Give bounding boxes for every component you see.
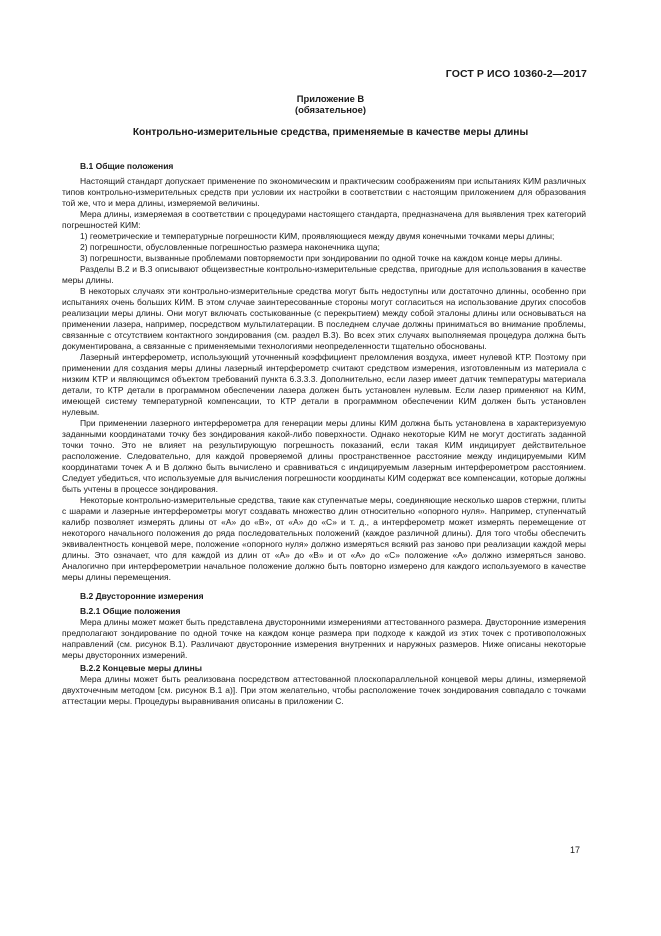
subsection-heading-b22: В.2.2 Концевые меры длины — [80, 663, 202, 673]
subsection-heading-b21: В.2.1 Общие положения — [80, 606, 181, 616]
document-identifier: ГОСТ Р ИСО 10360-2—2017 — [445, 68, 587, 80]
list-item: 1) геометрические и температурные погрешности КИМ, проявляющиеся между двумя конечными точками меры длины; — [80, 231, 555, 241]
paragraph: При применении лазерного интерферометра для генерации меры длины КИМ должна быть установлена в характеризуемую заданными координатами точку без зондирования какой-либо поверхности. Однако некоторые КИМ не могут достигать заданной точки точно. Это не влияет на результирующую погрешность показаний, если такая КИМ индицирует действительное расположение. Следовательно, для каждой проверяемой длины пространственное расстояние между индицируемыми КИМ координатами точек А и В должно быть вычислено и сравниваться с индицируемым лазерным интерферометром расстоянием. Следует убедиться, что используемые для вычисления погрешности координаты КИМ содержат все компенсации, которые должны быть учтены в процессе зондирования. — [62, 418, 586, 494]
annex-title-block — [0, 93, 661, 115]
annex-heading: Контрольно-измерительные средства, применяемые в качестве меры длины — [132, 127, 529, 138]
page-number: 17 — [569, 845, 580, 855]
paragraph: Мера длины может быть реализована посредством аттестованной плоскопараллельной концевой меры длины, измеряемой двухточечным методом [см. рисунок В.1 а)]. При этом желательно, чтобы расположение точек зондирования совпадало с точками аттестации меры. Процедуры выравнивания описаны в приложении С. — [62, 674, 586, 706]
annex-status: (обязательное) — [295, 104, 366, 115]
paragraph: Лазерный интерферометр, использующий уточненный коэффициент преломления воздуха, имеет нулевой КТР. Поэтому при применении для создания меры длины лазерный интерферометр считают средством измерения, изготовленным из материала с низким КТР и являющимся объектом требований пункта 6.3.3.3. Дополнительно, если лазер имеет датчик температуры материала детали, то КТР детали в программном обеспечении лазера должен быть установлен нулевым. Если лазер применяют на КИМ, имеющей систему температурной компенсации, то КТР детали в программном обеспечении КИМ должен быть установлен нулевым. — [62, 352, 586, 417]
list-item: 2) погрешности, обусловленные погрешностью размера наконечника щупа; — [80, 242, 380, 252]
paragraph: Мера длины может может быть представлена двусторонними измерениями аттестованного размера. Двусторонние измерения предполагают зондирование по одной точке на каждом конце размера при подходе к каждой из этих точек с противоположных направлений (см. рисунок В.1). Различают двусторонние измерения внутренних и наружных размеров. Ниже описаны некоторые меры двусторонних измерений. — [62, 617, 586, 660]
paragraph: Разделы В.2 и В.3 описывают общеизвестные контрольно-измерительные средства, пригодные для использования в качестве меры длины. — [62, 264, 586, 285]
section-heading-b1: В.1 Общие положения — [80, 161, 174, 171]
list-item: 3) погрешности, вызванные проблемами повторяемости при зондировании по одной точке на каждом конце меры длины. — [80, 253, 563, 263]
paragraph: Некоторые контрольно-измерительные средства, такие как ступенчатые меры, соединяющие несколько шаров стержни, плиты с шарами и лазерные интерферометры могут создавать множество длин относительно «опорного нуля». Например, ступенчатый калибр позволяет измерять длины от «А» до «В», от «А» до «С» и т. д., а интерферометр может измерять перемещение от некоторого начального положения до ряда последовательных положений (каждое различной длины). Для того чтобы обеспечить эквивалентность концевой мере, положение «опорного нуля» должно измеряться всякий раз заново при реализации каждой меры длины. Это означает, что для каждой из длин от «А» до «В» и от «А» до «С» положение «А» должно измеряться заново. Аналогично при интерферометрии начальное положение должно быть повторно измерено для каждого используемого в качестве меры длины перемещения. — [62, 495, 586, 582]
paragraph: Мера длины, измеряемая в соответствии с процедурами настоящего стандарта, предназначена для выявления трех категорий погрешностей КИМ: — [62, 209, 586, 230]
paragraph: Настоящий стандарт допускает применение по экономическим и практическим соображениям при испытаниях КИМ различных типов контрольно-измерительных средств при условии их настройки в соответствии с настоящим приложением для образования той же, что и мера длины, измеряемой величины. — [62, 176, 586, 208]
paragraph: В некоторых случаях эти контрольно-измерительные средства могут быть недоступны или достаточно длинны, особенно при испытаниях очень больших КИМ. В этом случае заинтересованные стороны могут согласиться на использование других способов реализации меры длины. Они могут включать состыкованные (с перекрытием) между собой эталоны длины или основываться на применении лазера, например, посредством мультилатерации. В последнем случае должны приниматься во внимание проблемы, связанные с отсутствием контактного зондирования (см. раздел В.3). Во всех этих случаях выполняемая процедура должна быть документирована, а связанные с применяемыми технологиями неопределенности тщательно обоснованы. — [62, 286, 586, 351]
annex-label: Приложение В — [296, 93, 365, 104]
section-heading-b2: В.2 Двусторонние измерения — [80, 591, 204, 601]
body-text — [62, 161, 586, 707]
